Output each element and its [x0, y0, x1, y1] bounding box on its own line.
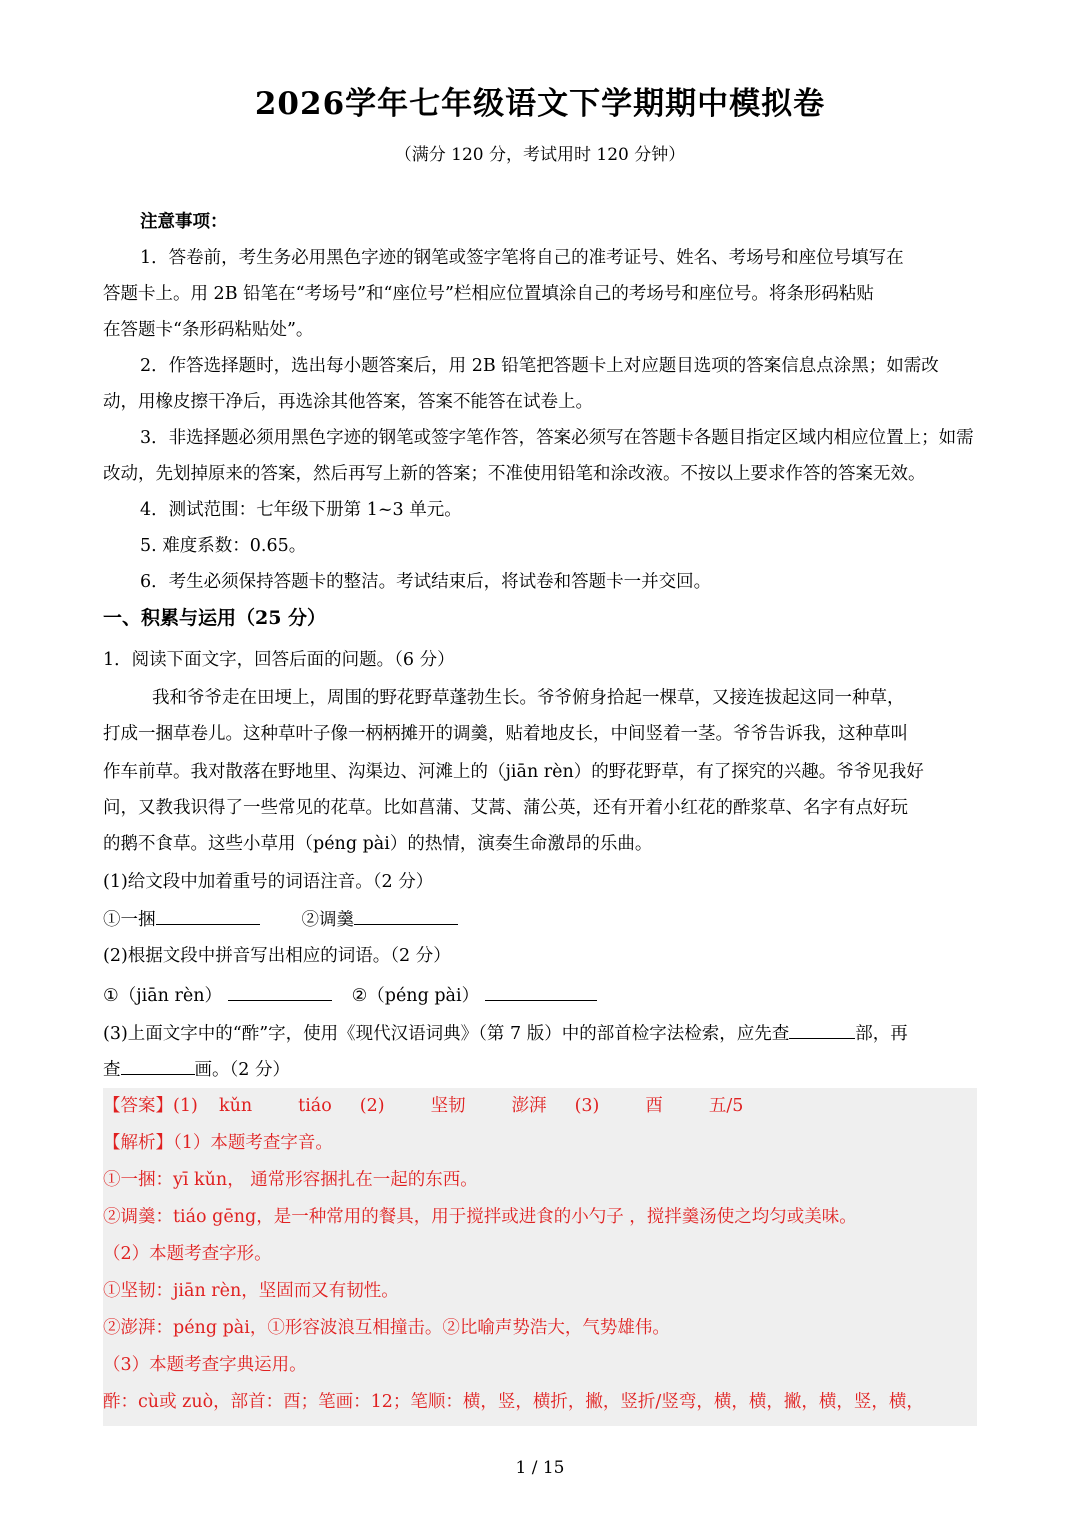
answer-label: 【答案】 [103, 1096, 173, 1116]
answer-item: 五/5 [708, 1096, 744, 1116]
subquestion-1: (1)给文段中加着重号的词语注音。（2 分） [103, 872, 434, 892]
analysis-line: ②澎湃：péng pài，①形容波浪互相撞击。②比喻声势浩大，气势雄伟。 [103, 1318, 670, 1338]
answer-item: kǔn [219, 1096, 253, 1116]
analysis-text: （1）本题考查字音。 [173, 1133, 333, 1153]
notice-line: 答题卡上。用 2B 铅笔在“考场号”和“座位号”栏相应位置填涂自己的考场号和座位号。将条形码粘贴 [103, 284, 874, 304]
notice-line: 在答题卡“条形码粘贴处”。 [103, 320, 314, 340]
analysis-line: （2）本题考查字形。 [103, 1244, 272, 1264]
subquestion-3-text: 画。（2 分） [194, 1060, 290, 1080]
passage-line: 的鹅不食草。这些小草用（péng pài）的热情，演奏生命激昂的乐曲。 [103, 834, 653, 854]
notice-line: 5. 难度系数：0.65。 [140, 536, 307, 556]
notice-line: 4．测试范围：七年级下册第 1~3 单元。 [140, 500, 462, 520]
passage-line: 我和爷爷走在田埂上，周围的野花野草蓬勃生长。爷爷俯身拾起一棵草，又接连拔起这同一种草， [152, 688, 905, 708]
notice-heading: 注意事项： [140, 212, 228, 232]
subquestion-2-blanks [103, 982, 977, 1008]
analysis-line: 酢：cù或 zuò，部首：酉；笔画：12；笔顺：横，竖，横折，撇，竖折/竖弯，横，横，撇，横，竖，横， [103, 1392, 924, 1412]
notice-line: 6．考生必须保持答题卡的整洁。考试结束后，将试卷和答题卡一并交回。 [140, 572, 712, 592]
analysis-line [103, 1131, 977, 1155]
analysis-line: （3）本题考查字典运用。 [103, 1355, 307, 1375]
answer-item: tiáo [298, 1096, 332, 1116]
answer-item: (2) [359, 1096, 385, 1116]
subquestion-2: (2)根据文段中拼音写出相应的词语。（2 分） [103, 946, 451, 966]
page-title: 2026学年七年级语文下学期期中模拟卷 [254, 86, 826, 122]
answer-item: 坚韧 [430, 1096, 466, 1116]
blank-label-b: ②调羹 [301, 910, 354, 930]
answer-blank[interactable] [485, 982, 597, 1001]
passage-line: 打成一捆草卷儿。这种草叶子像一柄柄摊开的调羹，贴着地皮长，中间竖着一茎。爷爷告诉我，这种草叫 [103, 724, 908, 744]
notice-line: 1．答卷前，考生务必用黑色字迹的钢笔或签字笔将自己的准考证号、姓名、考场号和座位号填写在 [140, 248, 904, 268]
answer-blank[interactable] [354, 906, 458, 925]
analysis-line: ①坚韧：jiān rèn，坚固而又有韧性。 [103, 1281, 399, 1301]
page-subtitle: （满分 120 分，考试用时 120 分钟） [394, 145, 686, 165]
answer-item: 澎湃 [511, 1096, 547, 1116]
blank-label-a: ①一捆 [103, 910, 156, 930]
notice-line: 3．非选择题必须用黑色字迹的钢笔或签字笔作答，答案必须写在答题卡各题目指定区域内相应位置上；如需 [140, 428, 974, 448]
passage-line: 作车前草。我对散落在野地里、沟渠边、河滩上的（jiān rèn）的野花野草，有了探究的兴趣。爷爷见我好 [103, 762, 924, 782]
subquestion-3-text: 部，再 [855, 1024, 908, 1044]
question-1: 1．阅读下面文字，回答后面的问题。（6 分） [103, 650, 455, 670]
subquestion-3-text: 查 [103, 1060, 121, 1080]
analysis-label: 【解析】 [103, 1133, 173, 1153]
page-number: 1 / 15 [515, 1458, 565, 1478]
subquestion-3-line2 [103, 1056, 977, 1082]
blank-label-a: ①（jiān rèn） [103, 986, 222, 1006]
answer-blank[interactable] [228, 982, 332, 1001]
notice-line: 改动，先划掉原来的答案，然后再写上新的答案；不准使用铅笔和涂改液。不按以上要求作答的答案无效。 [103, 464, 926, 484]
answer-item: 酉 [645, 1096, 663, 1116]
analysis-line: ①一捆：yī kǔn， 通常形容捆扎在一起的东西。 [103, 1170, 478, 1190]
subquestion-1-blanks [103, 906, 977, 932]
answer-line: 【答案】(1) kǔn tiáo (2) 坚韧 澎湃 (3) 酉 五/5 [103, 1096, 744, 1116]
answer-blank[interactable] [156, 906, 260, 925]
subquestion-3-text: (3)上面文字中的“酢”字，使用《现代汉语词典》（第 7 版）中的部首检字法检索，应先查 [103, 1024, 790, 1044]
section-heading: 一、积累与运用（25 分） [103, 607, 327, 629]
notice-line: 2．作答选择题时，选出每小题答案后，用 2B 铅笔把答题卡上对应题目选项的答案信息点涂黑；如需改 [140, 356, 939, 376]
subquestion-3-line1 [103, 1020, 977, 1046]
answer-blank[interactable] [121, 1056, 195, 1075]
blank-label-b: ②（péng pài） [351, 986, 480, 1006]
answer-item: (3) [574, 1096, 600, 1116]
analysis-line: ②调羹：tiáo gēng，是一种常用的餐具，用于搅拌或进食的小勺子 ，搅拌羹汤使之均匀或美味。 [103, 1207, 857, 1227]
notice-line: 动，用橡皮擦干净后，再选涂其他答案，答案不能答在试卷上。 [103, 392, 593, 412]
passage-line: 问，又教我识得了一些常见的花草。比如菖蒲、艾蒿、蒲公英，还有开着小红花的酢浆草、名字有点好玩 [103, 798, 908, 818]
answer-blank[interactable] [789, 1020, 855, 1039]
